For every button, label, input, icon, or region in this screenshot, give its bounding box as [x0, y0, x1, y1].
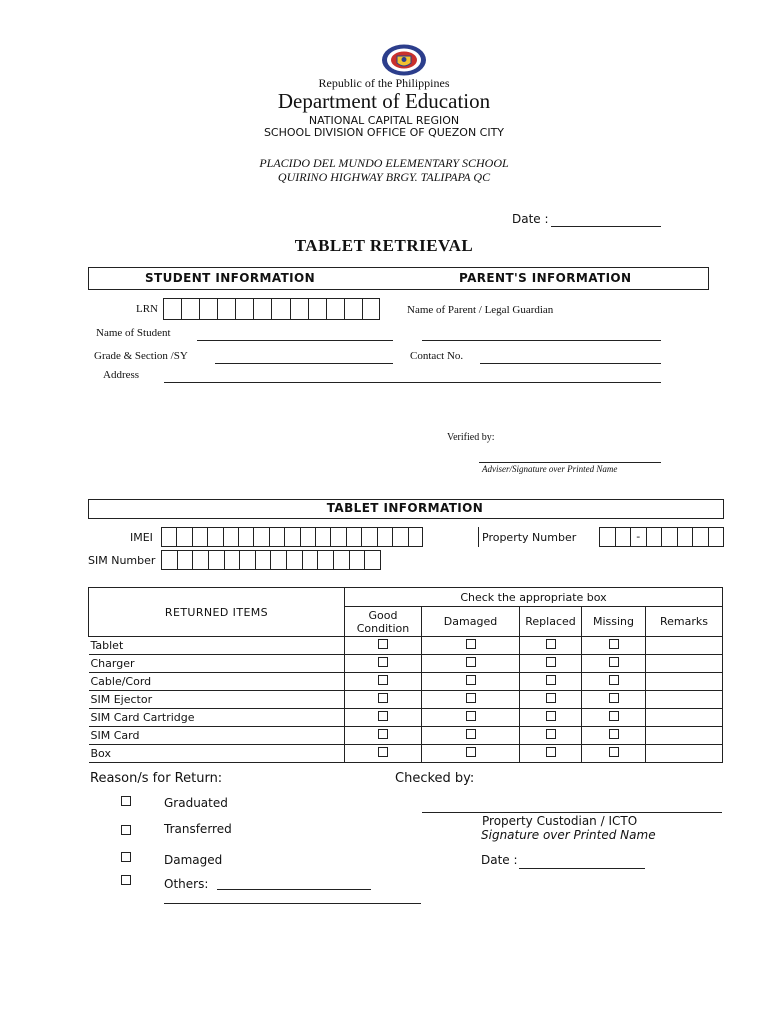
damaged-checkbox[interactable]	[466, 729, 476, 739]
imei-box[interactable]	[347, 528, 362, 546]
good-condition-checkbox[interactable]	[378, 747, 388, 757]
lrn-box[interactable]	[363, 299, 379, 319]
department-title: Department of Education	[277, 89, 491, 113]
replaced-checkbox[interactable]	[546, 639, 556, 649]
lrn-box[interactable]	[164, 299, 182, 319]
sim-box[interactable]	[178, 551, 194, 569]
sim-number-boxes[interactable]	[161, 550, 381, 570]
item-row-charger	[89, 655, 723, 673]
student-info-heading: STUDENT INFORMATION	[145, 271, 316, 285]
signature-caption: Signature over Printed Name	[481, 828, 656, 842]
transferred-checkbox[interactable]	[121, 825, 131, 835]
damaged-checkbox[interactable]	[466, 711, 476, 721]
lrn-label: LRN	[136, 303, 158, 315]
damaged-checkbox[interactable]	[466, 675, 476, 685]
checked-date-label: Date :	[481, 853, 518, 867]
address-field[interactable]	[164, 382, 661, 383]
verified-by-label: Verified by:	[447, 432, 495, 443]
others-checkbox[interactable]	[121, 875, 131, 885]
imei-box[interactable]	[162, 528, 177, 546]
sim-box[interactable]	[287, 551, 303, 569]
missing-checkbox[interactable]	[609, 675, 619, 685]
lrn-box[interactable]	[272, 299, 290, 319]
imei-input-boxes[interactable]	[161, 527, 423, 547]
missing-checkbox[interactable]	[609, 639, 619, 649]
col-missing: Missing	[582, 607, 646, 637]
replaced-checkbox[interactable]	[546, 675, 556, 685]
item-name: Box	[89, 745, 345, 763]
col-remarks: Remarks	[646, 607, 723, 637]
school-name: PLACIDO DEL MUNDO ELEMENTARY SCHOOL	[259, 156, 509, 170]
imei-box[interactable]	[362, 528, 377, 546]
property-divider	[478, 527, 479, 547]
sim-number-label: SIM Number	[88, 554, 156, 567]
lrn-box[interactable]	[218, 299, 236, 319]
graduated-checkbox[interactable]	[121, 796, 131, 806]
imei-box[interactable]	[254, 528, 269, 546]
region-text: NATIONAL CAPITAL REGION	[308, 114, 460, 127]
imei-box[interactable]	[378, 528, 393, 546]
imei-box[interactable]	[331, 528, 346, 546]
col-good-condition: Good Condition	[345, 607, 422, 637]
item-row-sim-card-cartridge	[89, 709, 723, 727]
replaced-checkbox[interactable]	[546, 711, 556, 721]
sim-box[interactable]	[318, 551, 334, 569]
item-name: SIM Card	[89, 727, 345, 745]
good-condition-checkbox[interactable]	[378, 675, 388, 685]
others-extra-line[interactable]	[164, 903, 421, 904]
sim-box[interactable]	[209, 551, 225, 569]
deped-seal-icon	[381, 44, 427, 76]
returned-items-table	[88, 587, 723, 763]
item-name: SIM Ejector	[89, 691, 345, 709]
item-row-cable	[89, 673, 723, 691]
imei-box[interactable]	[316, 528, 331, 546]
lrn-box[interactable]	[254, 299, 272, 319]
item-row-sim-card	[89, 727, 723, 745]
good-condition-checkbox[interactable]	[378, 711, 388, 721]
lrn-box[interactable]	[182, 299, 200, 319]
remarks-cell[interactable]	[646, 637, 723, 655]
item-row-box	[89, 745, 723, 763]
damaged-reason-label: Damaged	[164, 853, 223, 867]
division-text: SCHOOL DIVISION OFFICE OF QUEZON CITY	[263, 126, 505, 139]
student-name-label: Name of Student	[96, 327, 171, 339]
sim-box[interactable]	[365, 551, 380, 569]
item-row-sim-ejector	[89, 691, 723, 709]
sim-box[interactable]	[193, 551, 209, 569]
adviser-signature-field[interactable]	[479, 462, 661, 463]
contact-label: Contact No.	[410, 350, 464, 362]
imei-box[interactable]	[193, 528, 208, 546]
imei-box[interactable]	[177, 528, 192, 546]
lrn-box[interactable]	[236, 299, 254, 319]
sim-box[interactable]	[350, 551, 366, 569]
checked-by-label: Checked by:	[395, 771, 475, 786]
sim-box[interactable]	[271, 551, 287, 569]
grade-section-field[interactable]	[215, 363, 393, 364]
property-box[interactable]	[600, 528, 616, 546]
remarks-cell[interactable]	[646, 727, 723, 745]
property-number-boxes[interactable]	[599, 527, 724, 547]
school-address: QUIRINO HIGHWAY BRGY. TALIPAPA QC	[277, 170, 491, 184]
property-box[interactable]	[647, 528, 663, 546]
property-dash: -	[631, 528, 647, 546]
address-label: Address	[103, 369, 140, 381]
sim-box[interactable]	[256, 551, 272, 569]
missing-checkbox[interactable]	[609, 693, 619, 703]
republic-text: Republic of the Philippines	[318, 76, 450, 90]
date-field[interactable]	[551, 226, 661, 227]
missing-checkbox[interactable]	[609, 729, 619, 739]
damaged-checkbox[interactable]	[466, 657, 476, 667]
others-field[interactable]	[217, 889, 371, 890]
sim-box[interactable]	[303, 551, 319, 569]
good-condition-checkbox[interactable]	[378, 729, 388, 739]
lrn-box[interactable]	[309, 299, 327, 319]
damaged-checkbox[interactable]	[466, 747, 476, 757]
good-condition-checkbox[interactable]	[378, 657, 388, 667]
imei-box[interactable]	[224, 528, 239, 546]
imei-box[interactable]	[409, 528, 422, 546]
missing-checkbox[interactable]	[609, 747, 619, 757]
property-box[interactable]	[616, 528, 632, 546]
check-box-header: Check the appropriate box	[345, 588, 723, 607]
sim-box[interactable]	[334, 551, 350, 569]
remarks-cell[interactable]	[646, 745, 723, 763]
damaged-checkbox[interactable]	[466, 639, 476, 649]
others-label: Others:	[164, 877, 209, 891]
property-box[interactable]	[693, 528, 709, 546]
parent-name-label: Name of Parent / Legal Guardian	[407, 304, 554, 316]
replaced-checkbox[interactable]	[546, 747, 556, 757]
grade-section-label: Grade & Section /SY	[94, 350, 188, 362]
remarks-cell[interactable]	[646, 709, 723, 727]
remarks-cell[interactable]	[646, 691, 723, 709]
damaged-checkbox[interactable]	[466, 693, 476, 703]
imei-label: IMEI	[130, 531, 153, 544]
lrn-box[interactable]	[291, 299, 309, 319]
lrn-box[interactable]	[200, 299, 218, 319]
good-condition-checkbox[interactable]	[378, 639, 388, 649]
imei-box[interactable]	[270, 528, 285, 546]
checked-date-field[interactable]	[519, 868, 645, 869]
item-name: Charger	[89, 655, 345, 673]
col-replaced: Replaced	[520, 607, 582, 637]
adviser-caption: Adviser/Signature over Printed Name	[482, 464, 618, 474]
item-name: Cable/Cord	[89, 673, 345, 691]
sim-box[interactable]	[162, 551, 178, 569]
transferred-label: Transferred	[164, 822, 232, 836]
imei-box[interactable]	[301, 528, 316, 546]
good-condition-checkbox[interactable]	[378, 693, 388, 703]
deped-seal	[381, 44, 427, 76]
graduated-label: Graduated	[164, 796, 228, 810]
imei-box[interactable]	[285, 528, 300, 546]
parent-info-heading: PARENT'S INFORMATION	[459, 271, 632, 285]
returned-items-header: RETURNED ITEMS	[89, 588, 345, 637]
replaced-checkbox[interactable]	[546, 693, 556, 703]
property-box[interactable]	[709, 528, 724, 546]
damaged-reason-checkbox[interactable]	[121, 852, 131, 862]
replaced-checkbox[interactable]	[546, 729, 556, 739]
form-title: TABLET RETRIEVAL	[294, 236, 474, 255]
col-damaged: Damaged	[422, 607, 520, 637]
imei-box[interactable]	[393, 528, 408, 546]
student-name-field[interactable]	[197, 340, 393, 341]
lrn-box[interactable]	[345, 299, 363, 319]
tablet-info-heading: TABLET INFORMATION	[326, 501, 484, 515]
custodian-signature-field[interactable]	[422, 812, 722, 813]
remarks-cell[interactable]	[646, 673, 723, 691]
missing-checkbox[interactable]	[609, 657, 619, 667]
item-name: Tablet	[89, 637, 345, 655]
item-name: SIM Card Cartridge	[89, 709, 345, 727]
property-box[interactable]	[662, 528, 678, 546]
reasons-label: Reason/s for Return:	[90, 771, 223, 786]
property-number-label: Property Number	[482, 531, 577, 544]
missing-checkbox[interactable]	[609, 711, 619, 721]
parent-name-field[interactable]	[422, 340, 661, 341]
lrn-box[interactable]	[327, 299, 345, 319]
contact-field[interactable]	[480, 363, 661, 364]
lrn-input-boxes[interactable]	[163, 298, 380, 320]
custodian-label: Property Custodian / ICTO	[482, 814, 638, 828]
sim-box[interactable]	[240, 551, 256, 569]
property-box[interactable]	[678, 528, 694, 546]
replaced-checkbox[interactable]	[546, 657, 556, 667]
date-label: Date :	[512, 212, 549, 226]
item-row-tablet	[89, 637, 723, 655]
imei-box[interactable]	[239, 528, 254, 546]
imei-box[interactable]	[208, 528, 223, 546]
remarks-cell[interactable]	[646, 655, 723, 673]
sim-box[interactable]	[225, 551, 241, 569]
